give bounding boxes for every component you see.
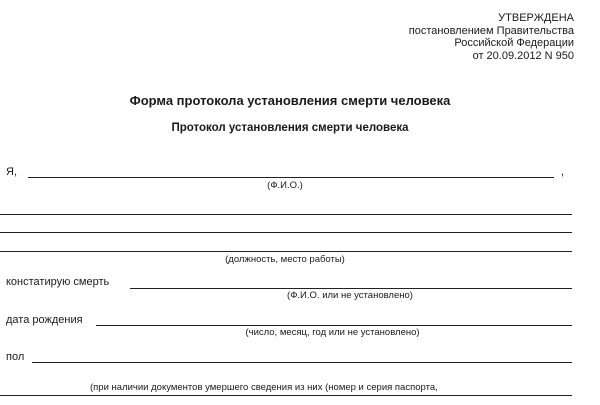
position-field-line-1[interactable] xyxy=(0,214,572,215)
approval-date: от 20.09.2012 N 950 xyxy=(472,49,574,62)
fio-caption: (Ф.И.О.) xyxy=(267,180,303,191)
approval-heading: УТВЕРЖДЕНА xyxy=(498,12,574,24)
fio-field-line[interactable] xyxy=(28,177,554,178)
form-title: Форма протокола установления смерти человека xyxy=(129,93,451,108)
position-field-line-3[interactable] xyxy=(0,251,572,252)
position-field-line-2[interactable] xyxy=(0,232,572,233)
approval-resolution: постановлением Правительства xyxy=(408,24,574,37)
approval-block xyxy=(409,12,574,62)
approval-authority: Российской Федерации xyxy=(454,37,574,49)
death-field-line[interactable] xyxy=(130,288,572,289)
sex-field-line[interactable] xyxy=(32,362,572,363)
documents-caption: (при наличии документов умершего сведения из них (номер и серия паспорта, xyxy=(90,382,438,393)
birth-label: дата рождения xyxy=(6,314,83,326)
death-caption: (Ф.И.О. или не установлено) xyxy=(287,290,413,301)
birth-field-line[interactable] xyxy=(96,325,572,326)
position-caption: (должность, место работы) xyxy=(225,254,345,265)
birth-caption: (число, месяц, год или не установлено) xyxy=(245,327,420,338)
ya-trailing-comma: , xyxy=(561,166,565,178)
ya-label: Я, xyxy=(6,166,17,178)
documents-field-line[interactable] xyxy=(0,395,572,396)
sex-label: пол xyxy=(6,351,25,363)
death-label: констатирую смерть xyxy=(6,276,110,288)
protocol-title: Протокол установления смерти человека xyxy=(171,122,409,134)
